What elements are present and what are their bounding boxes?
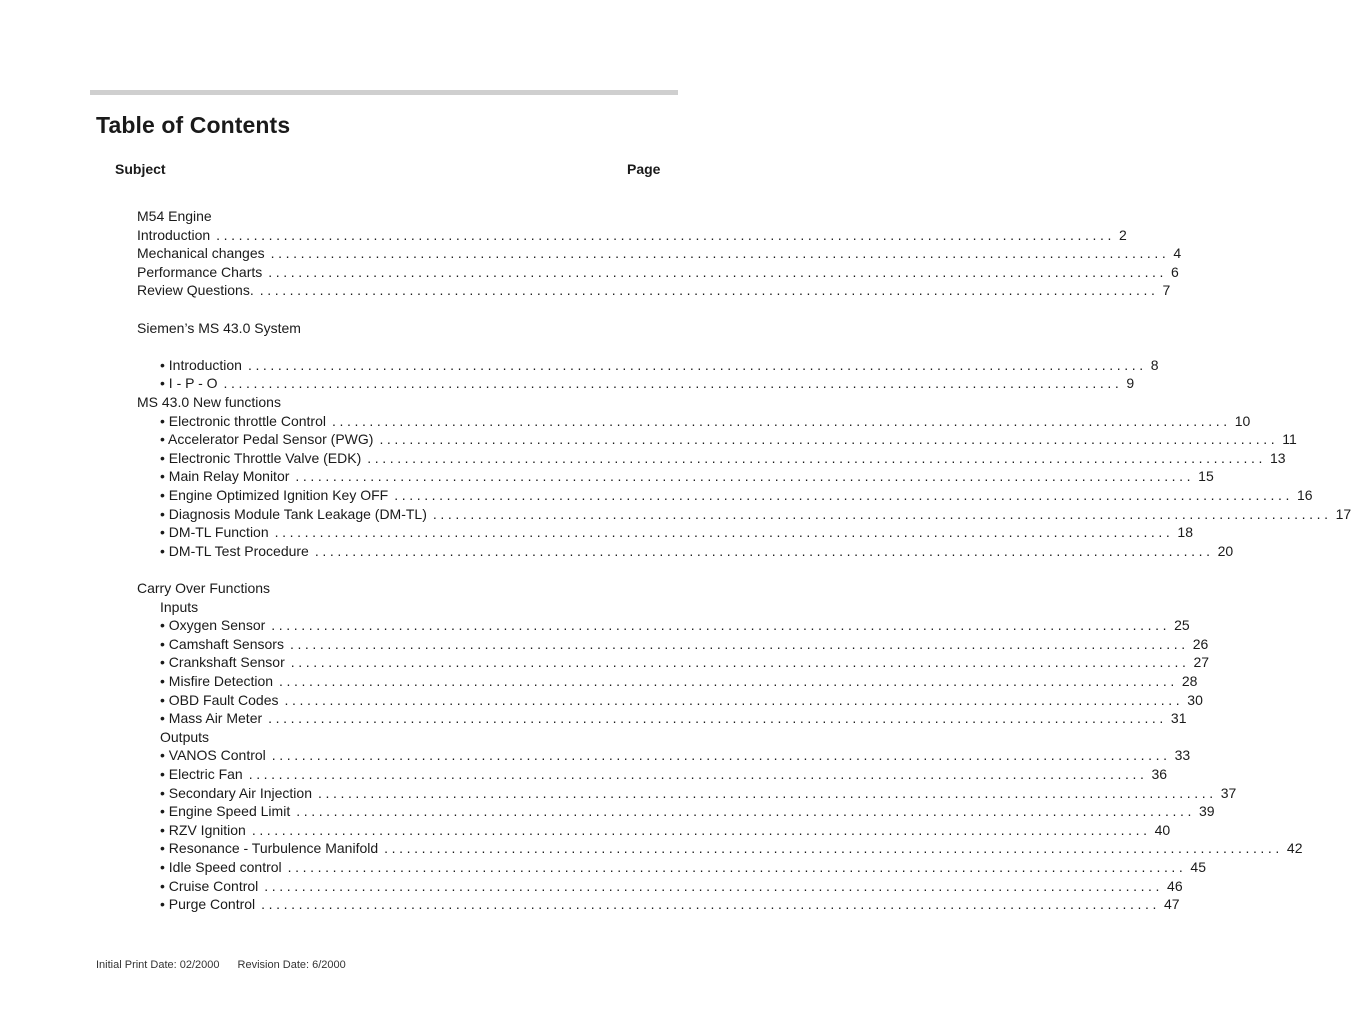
toc-entry[interactable]: • Accelerator Pedal Sensor (PWG) ........................................................................................................................ 11 <box>160 431 1297 448</box>
toc-entry[interactable]: • DM-TL Function ........................................................................................................................ 18 <box>160 524 1193 541</box>
dot-leader: ........................................................................................................................ <box>279 673 1178 689</box>
section-heading: MS 43.0 New functions <box>137 394 281 410</box>
dot-leader: ........................................................................................................................ <box>296 803 1195 820</box>
dot-leader: ........................................................................................................................ <box>264 877 1164 894</box>
dot-leader: ........................................................................................................................ <box>251 821 1151 838</box>
page-title: Table of Contents <box>96 112 291 138</box>
dot-leader: ........................................................................................................................ <box>271 747 1171 764</box>
dot-leader: ........................................................................................................................ <box>289 635 1189 652</box>
toc-entry[interactable]: • OBD Fault Codes ........................................................................................................................ 30 <box>160 691 1203 708</box>
toc-entry[interactable]: • Electronic Throttle Valve (EDK) ........................................................................................................................ 13 <box>160 449 1286 466</box>
subsection-heading: Outputs <box>160 728 210 745</box>
toc-entry[interactable]: • Camshaft Sensors ........................................................................................................................ 26 <box>160 635 1209 652</box>
toc-entry[interactable]: • Electronic throttle Control ........................................................................................................................ 10 <box>160 412 1251 429</box>
section-heading: Siemen’s MS 43.0 System <box>137 319 301 336</box>
dot-leader: ........................................................................................................................ <box>248 766 1148 782</box>
subject-column-header: Subject <box>115 161 166 177</box>
toc-entry[interactable]: Performance Charts ........................................................................................................................ 6 <box>137 263 1179 280</box>
dot-leader: ........................................................................................................................ <box>274 524 1174 541</box>
dot-leader: ........................................................................................................................ <box>261 896 1160 913</box>
toc-entry[interactable]: Review Questions. ........................................................................................................................ 7 <box>137 282 1171 299</box>
dot-leader: ........................................................................................................................ <box>284 691 1184 708</box>
dot-leader: ........................................................................................................................ <box>270 245 1170 262</box>
dot-leader: ........................................................................................................................ <box>271 617 1171 634</box>
toc-entry[interactable]: • Diagnosis Module Tank Leakage (DM-TL) ........................................................................................................................ 17 <box>160 505 1351 522</box>
toc-entry[interactable]: • Engine Speed Limit ........................................................................................................................ 39 <box>160 803 1215 820</box>
dot-leader: ........................................................................................................................ <box>432 505 1332 522</box>
toc-entry[interactable]: • Crankshaft Sensor ........................................................................................................................ 27 <box>160 654 1210 671</box>
dot-leader: ........................................................................................................................ <box>223 375 1123 392</box>
toc-entry[interactable]: • Main Relay Monitor ........................................................................................................................ 15 <box>160 468 1214 485</box>
toc-entry[interactable]: • Mass Air Meter ........................................................................................................................ 31 <box>160 710 1187 727</box>
toc-entry[interactable]: • DM-TL Test Procedure ........................................................................................................................ 20 <box>160 542 1234 559</box>
toc-entry[interactable]: • Introduction ........................................................................................................................ 8 <box>160 356 1159 373</box>
dot-leader: ........................................................................................................................ <box>367 449 1266 466</box>
toc-entry[interactable]: • Misfire Detection ........................................................................................................................ 28 <box>160 673 1198 689</box>
page-footer <box>96 959 346 971</box>
toc-entry[interactable]: Mechanical changes ........................................................................................................................ 4 <box>137 245 1182 262</box>
dot-leader: ........................................................................................................................ <box>216 226 1115 243</box>
page-column-header: Page <box>627 161 661 177</box>
dot-leader: ........................................................................................................................ <box>268 263 1168 280</box>
toc-entry[interactable]: • I - P - O ........................................................................................................................ 9 <box>160 375 1135 392</box>
dot-leader: ........................................................................................................................ <box>247 356 1147 373</box>
revision-date: Revision Date: 6/2000 <box>237 959 346 971</box>
top-divider <box>90 90 678 95</box>
toc-entry[interactable]: • Secondary Air Injection ........................................................................................................................ 37 <box>160 784 1237 801</box>
dot-leader: ........................................................................................................................ <box>259 282 1159 299</box>
dot-leader: ........................................................................................................................ <box>287 859 1187 875</box>
toc-entry[interactable]: • Resonance - Turbulence Manifold ........................................................................................................................ 42 <box>160 840 1303 857</box>
dot-leader: ........................................................................................................................ <box>394 487 1293 503</box>
toc-entry[interactable]: • Electric Fan ........................................................................................................................ 36 <box>160 766 1168 782</box>
dot-leader: ........................................................................................................................ <box>317 784 1217 801</box>
toc-entry[interactable]: • Cruise Control ........................................................................................................................ 46 <box>160 877 1183 894</box>
dot-leader: ........................................................................................................................ <box>290 654 1190 671</box>
toc-entry[interactable]: • VANOS Control ........................................................................................................................ 33 <box>160 747 1191 764</box>
toc-entry[interactable]: • RZV Ignition ........................................................................................................................ 40 <box>160 821 1171 838</box>
section-heading: M54 Engine <box>137 208 212 224</box>
dot-leader: ........................................................................................................................ <box>331 412 1231 429</box>
dot-leader: ........................................................................................................................ <box>295 468 1195 485</box>
dot-leader: ........................................................................................................................ <box>384 840 1283 857</box>
dot-leader: ........................................................................................................................ <box>379 431 1279 448</box>
dot-leader: ........................................................................................................................ <box>268 710 1167 727</box>
toc-entry[interactable]: Introduction ........................................................................................................................ 2 <box>137 226 1127 243</box>
section-heading: Carry Over Functions <box>137 580 271 596</box>
toc-entry[interactable]: • Oxygen Sensor ........................................................................................................................ 25 <box>160 617 1190 634</box>
toc-entry[interactable]: • Engine Optimized Ignition Key OFF ........................................................................................................................ 16 <box>160 487 1313 503</box>
dot-leader: ........................................................................................................................ <box>314 542 1214 559</box>
subsection-heading: Inputs <box>160 598 199 615</box>
toc-entry[interactable]: • Purge Control ........................................................................................................................ 47 <box>160 896 1180 913</box>
initial-print-date: Initial Print Date: 02/2000 <box>96 959 220 971</box>
toc-entry[interactable]: • Idle Speed control ........................................................................................................................ 45 <box>160 859 1206 875</box>
